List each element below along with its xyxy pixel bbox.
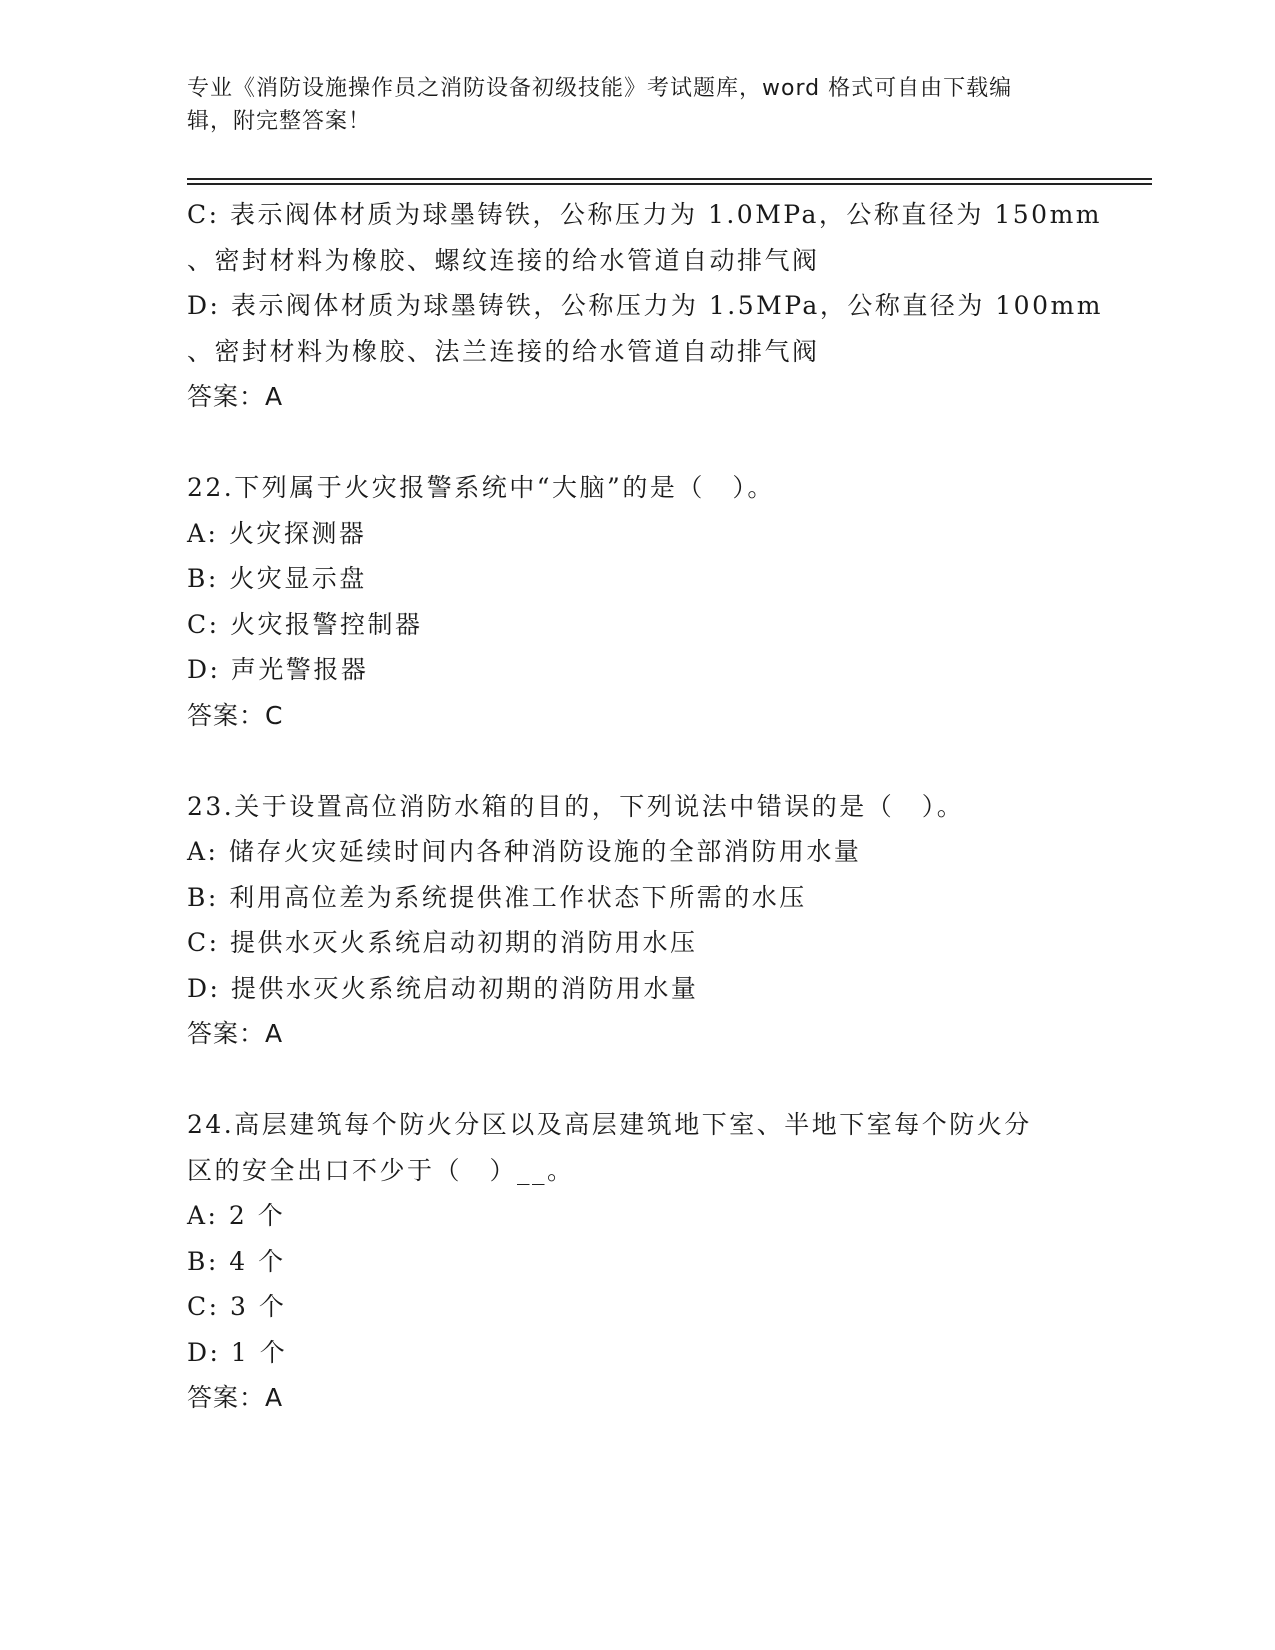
option-c: C: 3 个 <box>187 1292 287 1321</box>
answer-line: 答案：A <box>187 1383 284 1412</box>
answer-line: 答案：A <box>187 382 284 411</box>
option-d-line-2: 、密封材料为橡胶、法兰连接的给水管道自动排气阀 <box>187 336 820 366</box>
option-a: A: 2 个 <box>187 1201 286 1230</box>
header-divider-bottom <box>187 183 1152 185</box>
answer-line: 答案：A <box>187 1019 284 1048</box>
option-c-line-2: 、密封材料为橡胶、螺纹连接的给水管道自动排气阀 <box>187 245 820 275</box>
option-b: B: 4 个 <box>187 1246 286 1276</box>
question-24 <box>187 1102 1107 1421</box>
spacer <box>187 1057 1107 1103</box>
question-text-line-1: 24.高层建筑每个防火分区以及高层建筑地下室、半地下室每个防火分 <box>187 1110 1032 1139</box>
option-a: A: 储存火灾延续时间内各种消防设施的全部消防用水量 <box>187 837 862 866</box>
option-c: C: 火灾报警控制器 <box>187 609 423 639</box>
spacer <box>187 738 1107 784</box>
option-d: D: 声光警报器 <box>187 655 369 684</box>
question-list <box>187 192 1107 1421</box>
option-d-line-1: D: 表示阀体材质为球墨铸铁，公称压力为 1.5MPa，公称直径为 100mm <box>187 291 1103 320</box>
option-a: A: 火灾探测器 <box>187 518 367 548</box>
header-line-2: 辑，附完整答案！ <box>187 109 372 134</box>
header-divider-top <box>187 178 1152 180</box>
question-22 <box>187 465 1107 738</box>
question-text: 23.关于设置高位消防水箱的目的，下列说法中错误的是（ ）。 <box>187 791 965 821</box>
option-c: C: 提供水灭火系统启动初期的消防用水压 <box>187 928 698 957</box>
header-line-1: 专业《消防设施操作员之消防设备初级技能》考试题库，word 格式可自由下载编 <box>187 76 1013 101</box>
question-text-line-2: 区的安全出口不少于（ ）__。 <box>187 1155 575 1185</box>
question-23 <box>187 784 1107 1057</box>
answer-line: 答案：C <box>187 700 284 730</box>
option-d: D: 提供水灭火系统启动初期的消防用水量 <box>187 973 699 1003</box>
option-d: D: 1 个 <box>187 1337 288 1367</box>
option-b: B: 利用高位差为系统提供准工作状态下所需的水压 <box>187 882 807 912</box>
option-c-line-1: C: 表示阀体材质为球墨铸铁，公称压力为 1.0MPa，公称直径为 150mm <box>187 200 1102 229</box>
document-header <box>187 72 1087 138</box>
spacer <box>187 420 1107 466</box>
question-21-tail <box>187 192 1107 420</box>
question-text: 22.下列属于火灾报警系统中“大脑”的是（ ）。 <box>187 473 775 502</box>
option-b: B: 火灾显示盘 <box>187 564 367 593</box>
